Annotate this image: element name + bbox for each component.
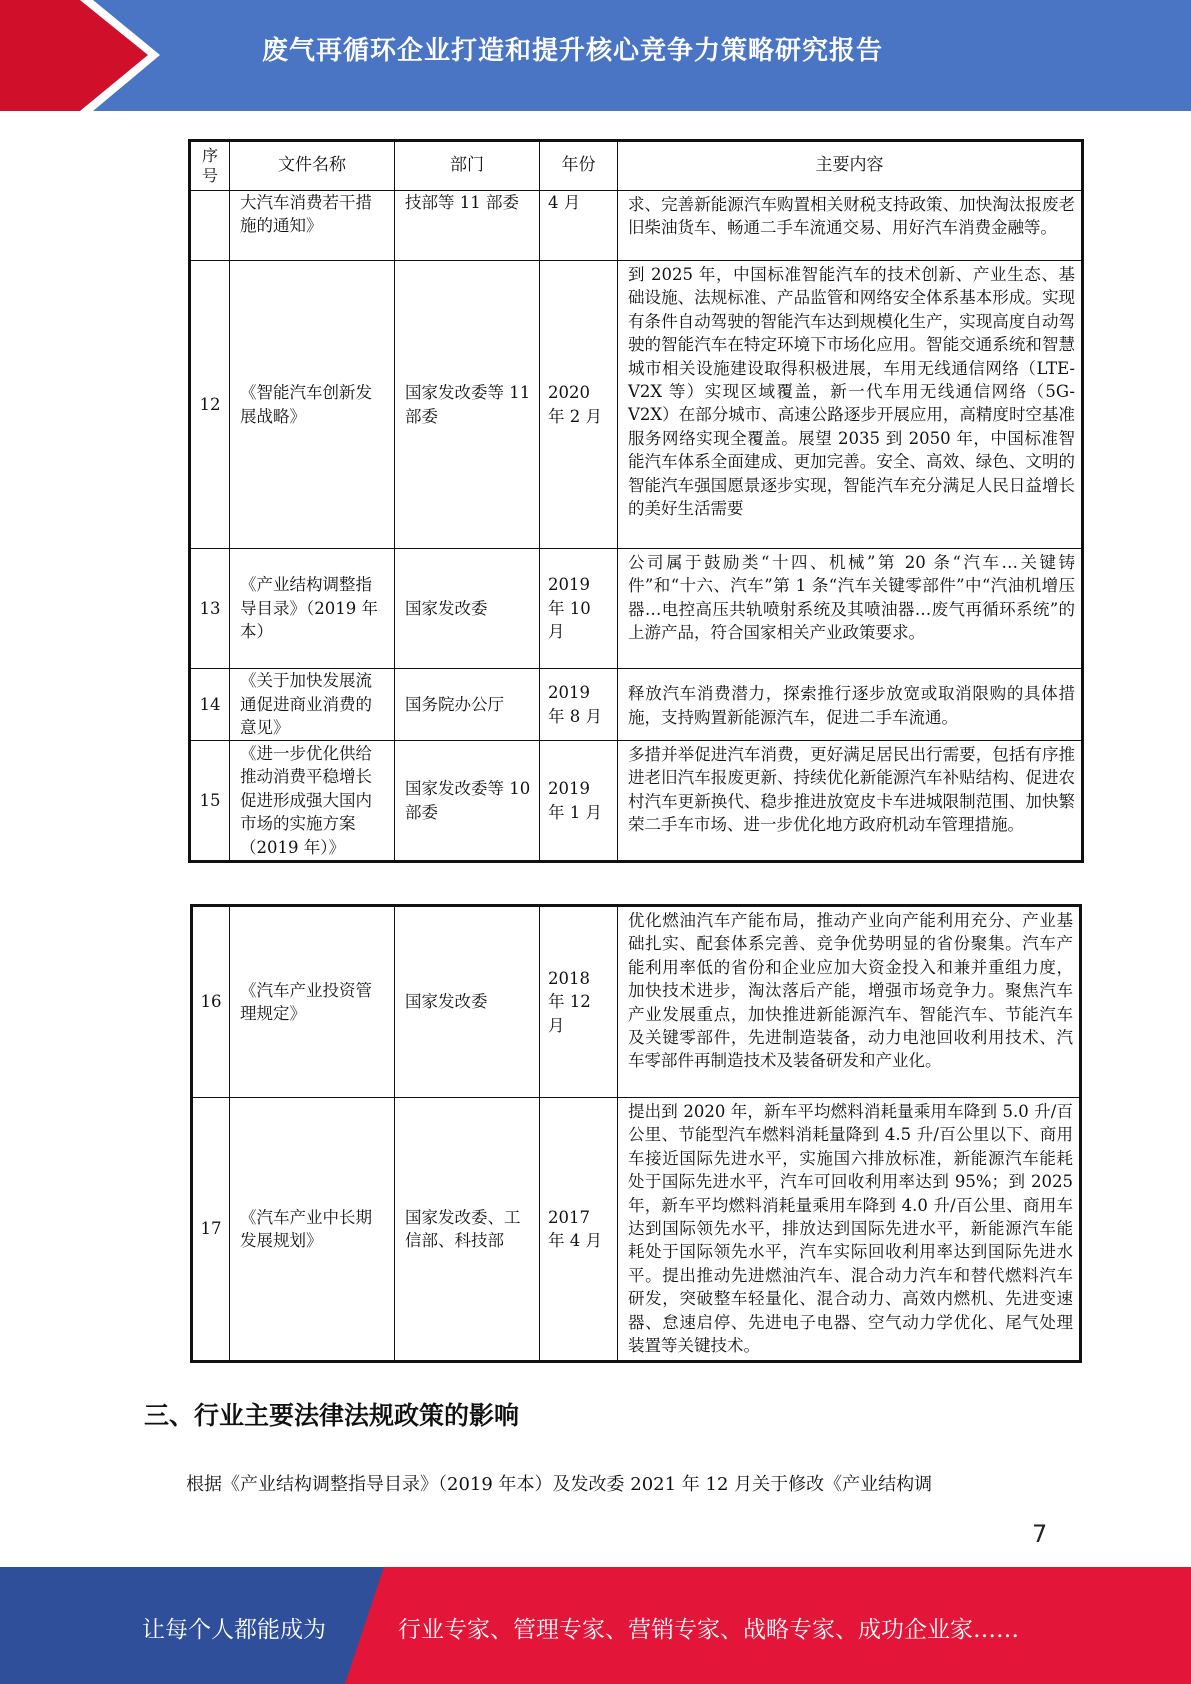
table-row: [190, 261, 1083, 549]
cell-no: 14: [190, 669, 230, 741]
table-row: [190, 669, 1083, 741]
cell-name: 《进一步优化供给推动消费平稳增长促进形成强大国内市场的实施方案（2019 年）》: [230, 741, 395, 862]
column-header-year: 年份: [540, 141, 618, 191]
page-header: [0, 0, 1191, 111]
cell-content: 到 2025 年，中国标准智能汽车的技术创新、产业生态、基础设施、法规标准、产品监管和网络安全体系基本形成。实现有条件自动驾驶的智能汽车达到规模化生产，实现高度自动驾驶的智能汽车在特定环境下市场化应用。智能交通系统和智慧城市相关设施建设取得积极进展，车用无线通信网络（LTE-V2X 等）实现区域覆盖，新一代车用无线通信网络（5G-V2X）在部分城市、高速公路逐步开展应用，高精度时空基准服务网络实现全覆盖。展望 2035 到 2050 年，中国标准智能汽车体系全面建成、更加完善。安全、高效、绿色、文明的智能汽车强国愿景逐步实现，智能汽车充分满足人民日益增长的美好生活需要: [618, 261, 1083, 549]
table-row: [190, 191, 1083, 261]
cell-year: 2019 年 10 月: [540, 549, 618, 669]
page-footer: [0, 1567, 1191, 1684]
table-row: [192, 1098, 1081, 1362]
cell-year: 4 月: [540, 191, 618, 261]
policy-table-part2: [190, 904, 1082, 1363]
column-header-content: 主要内容: [618, 141, 1083, 191]
cell-dept: 技部等 11 部委: [395, 191, 540, 261]
policy-table-part1: [188, 139, 1084, 863]
cell-no: 12: [190, 261, 230, 549]
cell-year: 2018 年 12 月: [540, 906, 618, 1098]
cell-dept: 国家发改委等 11 部委: [395, 261, 540, 549]
cell-content: 求、完善新能源汽车购置相关财税支持政策、加快淘汰报废老旧柴油货车、畅通二手车流通交易、用好汽车消费金融等。: [618, 191, 1083, 261]
cell-year: 2020 年 2 月: [540, 261, 618, 549]
table-row: [190, 741, 1083, 862]
table-row: [192, 906, 1081, 1098]
cell-name: 大汽车消费若干措施的通知》: [230, 191, 395, 261]
cell-dept: 国家发改委: [395, 906, 540, 1098]
cell-dept: 国务院办公厅: [395, 669, 540, 741]
column-header-dept: 部门: [395, 141, 540, 191]
cell-no: 17: [192, 1098, 230, 1362]
cell-content: 提出到 2020 年，新车平均燃料消耗量乘用车降到 5.0 升/百公里、节能型汽车燃料消耗量降到 4.5 升/百公里以下、商用车接近国际先进水平，实施国六排放标准，新能源汽车能耗处于国际先进水平，汽车可回收利用率达到 95%；到 2025 年，新车平均燃料消耗量乘用车降到 4.0 升/百公里、商用车达到国际领先水平，排放达到国际先进水平，新能源汽车能耗处于国际领先水平，汽车实际回收利用率达到国际先进水平。提出推动先进燃油汽车、混合动力汽车和替代燃料汽车研发，突破整车轻量化、混合动力、高效内燃机、先进变速器、怠速启停、先进电子电器、空气动力学优化、尾气处理装置等关键技术。: [618, 1098, 1081, 1362]
cell-content: 优化燃油汽车产能布局，推动产业向产能利用充分、产业基础扎实、配套体系完善、竞争优势明显的省份聚集。汽车产能利用率低的省份和企业应加大资金投入和兼并重组力度，加快技术进步，淘汰落后产能，增强市场竞争力。聚焦汽车产业发展重点，加快推进新能源汽车、智能汽车、节能汽车及关键零部件，先进制造装备，动力电池回收利用技术、汽车零部件再制造技术及装备研发和产业化。: [618, 906, 1081, 1098]
cell-dept: 国家发改委、工信部、科技部: [395, 1098, 540, 1362]
cell-year: 2019 年 8 月: [540, 669, 618, 741]
cell-no: 15: [190, 741, 230, 862]
cell-content: 释放汽车消费潜力，探索推行逐步放宽或取消限购的具体措施，支持购置新能源汽车，促进二手车流通。: [618, 669, 1083, 741]
footer-slogan-right: 行业专家、管理专家、营销专家、战略专家、成功企业家……: [398, 1617, 1019, 1643]
table-row: [190, 549, 1083, 669]
cell-dept: 国家发改委: [395, 549, 540, 669]
report-title: 废气再循环企业打造和提升核心竞争力策略研究报告: [262, 36, 884, 66]
footer-slogan-left: 让每个人都能成为: [142, 1617, 326, 1643]
cell-name: 《汽车产业投资管理规定》: [230, 906, 395, 1098]
body-paragraph: 根据《产业结构调整指导目录》（2019 年本）及发改委 2021 年 12 月关于修改《产业结构调: [186, 1474, 933, 1495]
cell-name: 《汽车产业中长期发展规划》: [230, 1098, 395, 1362]
section-heading: 三、行业主要法律法规政策的影响: [144, 1401, 520, 1430]
cell-no: 13: [190, 549, 230, 669]
table-header-row: [190, 141, 1083, 191]
cell-dept: 国家发改委等 10 部委: [395, 741, 540, 862]
cell-content: 公司属于鼓励类“十四、机械”第 20 条“汽车…关键铸件”和“十六、汽车”第 1 条“汽车关键零部件”中“汽油机增压器…电控高压共轨喷射系统及其喷油器…废气再循环系统”的上游产品，符合国家相关产业政策要求。: [618, 549, 1083, 669]
cell-name: 《智能汽车创新发展战略》: [230, 261, 395, 549]
column-header-no: 序号: [190, 141, 230, 191]
cell-name: 《关于加快发展流通促进商业消费的意见》: [230, 669, 395, 741]
column-header-name: 文件名称: [230, 141, 395, 191]
cell-content: 多措并举促进汽车消费，更好满足居民出行需要，包括有序推进老旧汽车报废更新、持续优化新能源汽车补贴结构、促进农村汽车更新换代、稳步推进放宽皮卡车进城限制范围、加快繁荣二手车市场、进一步优化地方政府机动车管理措施。: [618, 741, 1083, 862]
cell-year: 2017 年 4 月: [540, 1098, 618, 1362]
cell-no: [190, 191, 230, 261]
cell-name: 《产业结构调整指导目录》（2019 年本）: [230, 549, 395, 669]
page-number: 7: [1032, 1520, 1048, 1548]
header-arrow-decoration: [0, 0, 160, 111]
cell-year: 2019 年 1 月: [540, 741, 618, 862]
cell-no: 16: [192, 906, 230, 1098]
